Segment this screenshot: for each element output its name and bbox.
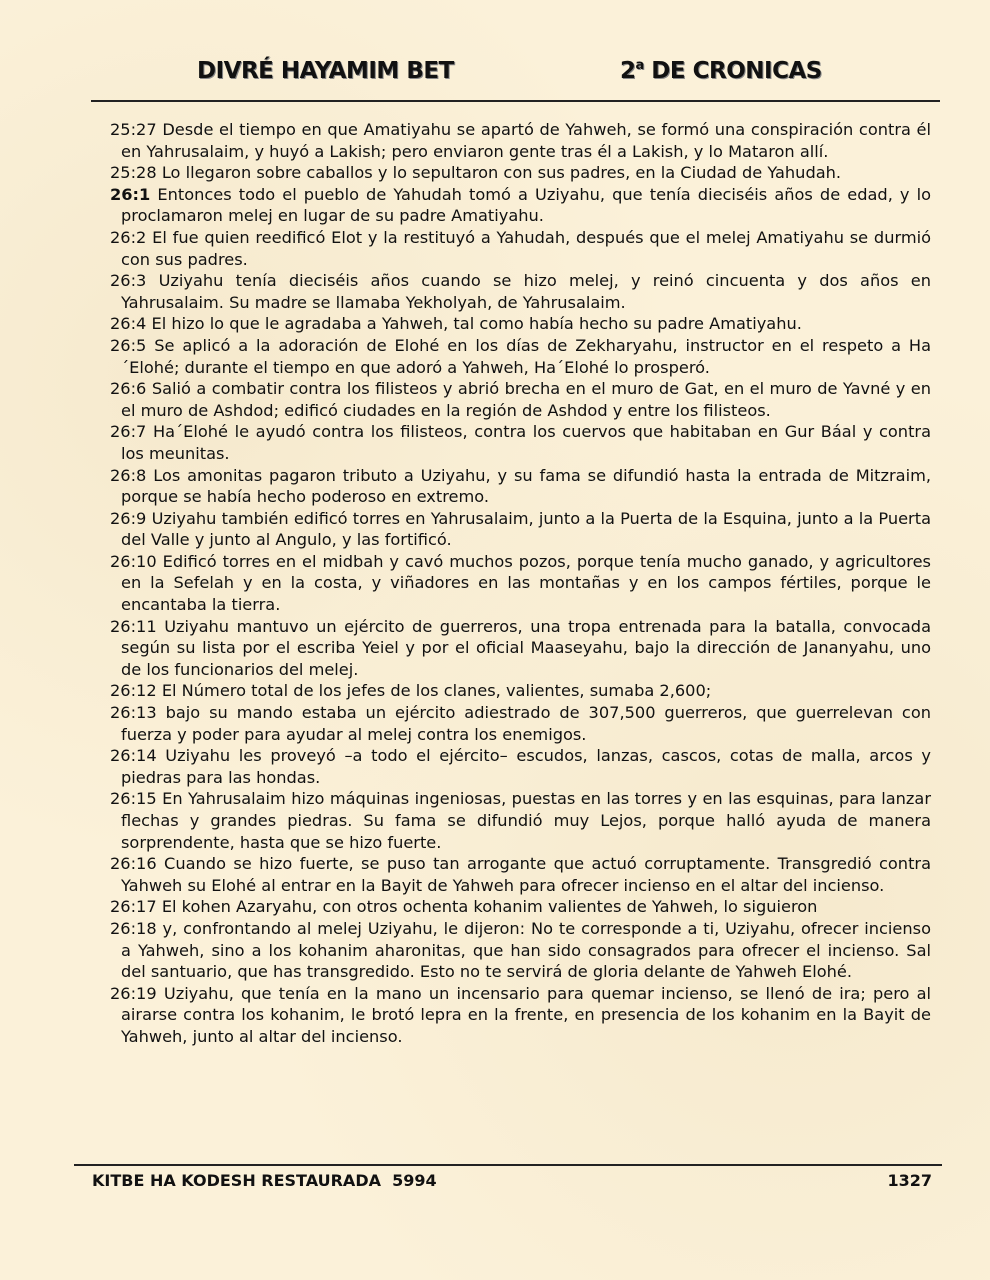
verse (110, 270, 931, 313)
verse-text: Uziyahu les proveyó –a todo el ejército– escudos, lanzas, cascos, cotas de malla, arcos y piedras para las hondas. (121, 746, 931, 787)
verse-reference: 26:9 (110, 508, 147, 528)
verse-reference: 26:4 (110, 314, 147, 334)
verse-reference: 26:19 (110, 983, 157, 1003)
running-header-section-title (620, 58, 822, 84)
verse (110, 227, 931, 270)
verse-list (110, 119, 931, 1048)
verse-text: Uziyahu, que tenía en la mano un incensario para quemar incienso, se llenó de ira; pero al airarse contra los kohanim, le brotó lepra en la frente, en presencia de los kohanim en la Bayit de Yahweh, junto al altar del incienso. (121, 983, 931, 1046)
verse-text: Los amonitas pagaron tributo a Uziyahu, y su fama se difundió hasta la entrada de Mitzraim, porque se había hecho poderoso en extremo. (121, 465, 931, 507)
verse (110, 551, 931, 616)
verse (110, 896, 931, 918)
verse-reference: 26:6 (110, 379, 147, 399)
verse-reference: 26:7 (110, 422, 147, 442)
verse-text: Uziyahu tenía dieciséis años cuando se hizo melej, y reinó cincuenta y dos años en Yahrusalaim. Su madre se llamaba Yekholyah, de Yahrusalaim. (121, 271, 931, 312)
verse-reference: 26:15 (110, 789, 157, 809)
verse-text: El hizo lo que le agradaba a Yahweh, tal como había hecho su padre Amatiyahu. (151, 314, 802, 334)
page-number: 1327 (887, 1171, 932, 1190)
verse-reference: 26:10 (110, 551, 157, 571)
header-rule (91, 100, 940, 102)
verse (110, 983, 931, 1048)
verse-text: Ha´Elohé le ayudó contra los filisteos, contra los cuervos que habitaban en Gur Báal y contra los meunitas. (121, 422, 931, 463)
verse-text: Salió a combatir contra los filisteos y abrió brecha en el muro de Gat, en el muro de Yavné y en el muro de Ashdod; edificó ciudades en la región de Ashdod y entre los filisteos. (121, 379, 931, 420)
verse-text: Se aplicó a la adoración de Elohé en los días de Zekharyahu, instructor en el respeto a Ha´Elohé; durante el tiempo en que adoró a Yahweh, Ha´Elohé lo prosperó. (121, 335, 932, 377)
ordinal-superscript: a (635, 58, 644, 73)
verse-reference: 26:14 (110, 746, 157, 766)
verse-text: Uziyahu mantuvo un ejército de guerreros, una tropa entrenada para la batalla, convocada según su lista por el escriba Yeiel y por el oficial Maaseyahu, bajo la dirección de Jananyahu, uno de los funcionarios del melej. (121, 616, 931, 679)
verse-reference: 25:27 (110, 120, 157, 139)
verse-reference: 26:8 (110, 465, 147, 485)
verse (110, 853, 931, 896)
verse-text: Cuando se hizo fuerte, se puso tan arrogante que actuó corruptamente. Transgredió contra Yahweh su Elohé al entrar en la Bayit de Yahweh para ofrecer incienso en el altar del incienso. (121, 854, 931, 895)
verse (110, 421, 931, 464)
verse-reference: 26:1 (110, 184, 151, 204)
verse (110, 508, 931, 551)
verse-text: y, confrontando al melej Uziyahu, le dijeron: No te corresponde a ti, Uziyahu, ofrecer incienso a Yahweh, sino a los kohanim aharonitas, que han sido consagrados para ofrecer el incienso. Sal del santuario, que has transgredido. Esto no te servirá de gloria delante de Yahweh Elohé. (121, 918, 931, 982)
verse-reference: 26:18 (110, 918, 157, 938)
verse-text: bajo su mando estaba un ejército adiestrado de 307,500 guerreros, que guerrelevan con fuerza y poder para ayudar al melej contra los enemigos. (121, 703, 931, 744)
verse-reference: 26:11 (110, 616, 157, 636)
verse-reference: 26:3 (110, 271, 147, 291)
verse (110, 745, 931, 788)
verse-text: Uziyahu también edificó torres en Yahrusalaim, junto a la Puerta de la Esquina, junto a la Puerta del Valle y junto al Angulo, y las fortificó. (121, 508, 931, 550)
verse-text: Entonces todo el pueblo de Yahudah tomó a Uziyahu, que tenía dieciséis años de edad, y lo proclamaron melej en lugar de su padre Amatiyahu. (121, 184, 931, 226)
footer-publication-title: KITBE HA KODESH RESTAURADA 5994 (92, 1171, 437, 1190)
verse (110, 378, 931, 421)
section-title-text: DE CRONICAS (643, 58, 822, 84)
verse-reference: 25:28 (110, 163, 157, 183)
verse-text: Desde el tiempo en que Amatiyahu se apartó de Yahweh, se formó una conspiración contra él en Yahrusalaim, y huyó a Lakish; pero enviaron gente tras él a Lakish, y lo Mataron allí. (121, 120, 931, 161)
running-header-book-title: DIVRÉ HAYAMIM BET (197, 58, 454, 84)
book-number: 2 (620, 58, 636, 84)
verse (110, 184, 931, 227)
verse (110, 918, 931, 983)
verse-text: Edificó torres en el midbah y cavó muchos pozos, porque tenía mucho ganado, y agricultores en la Sefelah y en la costa, y viñadores en las montañas y en los campos fértiles, porque le encantaba la tierra. (121, 551, 931, 615)
verse (110, 788, 931, 853)
verse (110, 702, 931, 745)
verse-reference: 26:17 (110, 897, 157, 917)
verse-text: En Yahrusalaim hizo máquinas ingeniosas, puestas en las torres y en las esquinas, para lanzar flechas y grandes piedras. Su fama se difundió muy Lejos, porque halló ayuda de manera sorprendente, hasta que se hizo fuerte. (121, 789, 931, 852)
verse-reference: 26:12 (110, 681, 157, 701)
verse (110, 680, 931, 702)
verse-text: El fue quien reedificó Elot y la restituyó a Yahudah, después que el melej Amatiyahu se durmió con sus padres. (121, 227, 931, 269)
verse (110, 313, 931, 335)
verse (110, 119, 931, 162)
verse-reference: 26:16 (110, 854, 157, 874)
verse (110, 616, 931, 681)
verse (110, 162, 931, 184)
verse-reference: 26:13 (110, 703, 157, 723)
verse-text: El Número total de los jefes de los clanes, valientes, sumaba 2,600; (161, 681, 712, 701)
verse-reference: 26:2 (110, 227, 147, 247)
verse-text: Lo llegaron sobre caballos y lo sepultaron con sus padres, en la Ciudad de Yahudah. (161, 163, 842, 183)
verse (110, 335, 931, 378)
verse-reference: 26:5 (110, 335, 147, 355)
footer-rule (74, 1164, 942, 1166)
verse-text: El kohen Azaryahu, con otros ochenta kohanim valientes de Yahweh, lo siguieron (161, 897, 818, 917)
verse (110, 465, 931, 508)
